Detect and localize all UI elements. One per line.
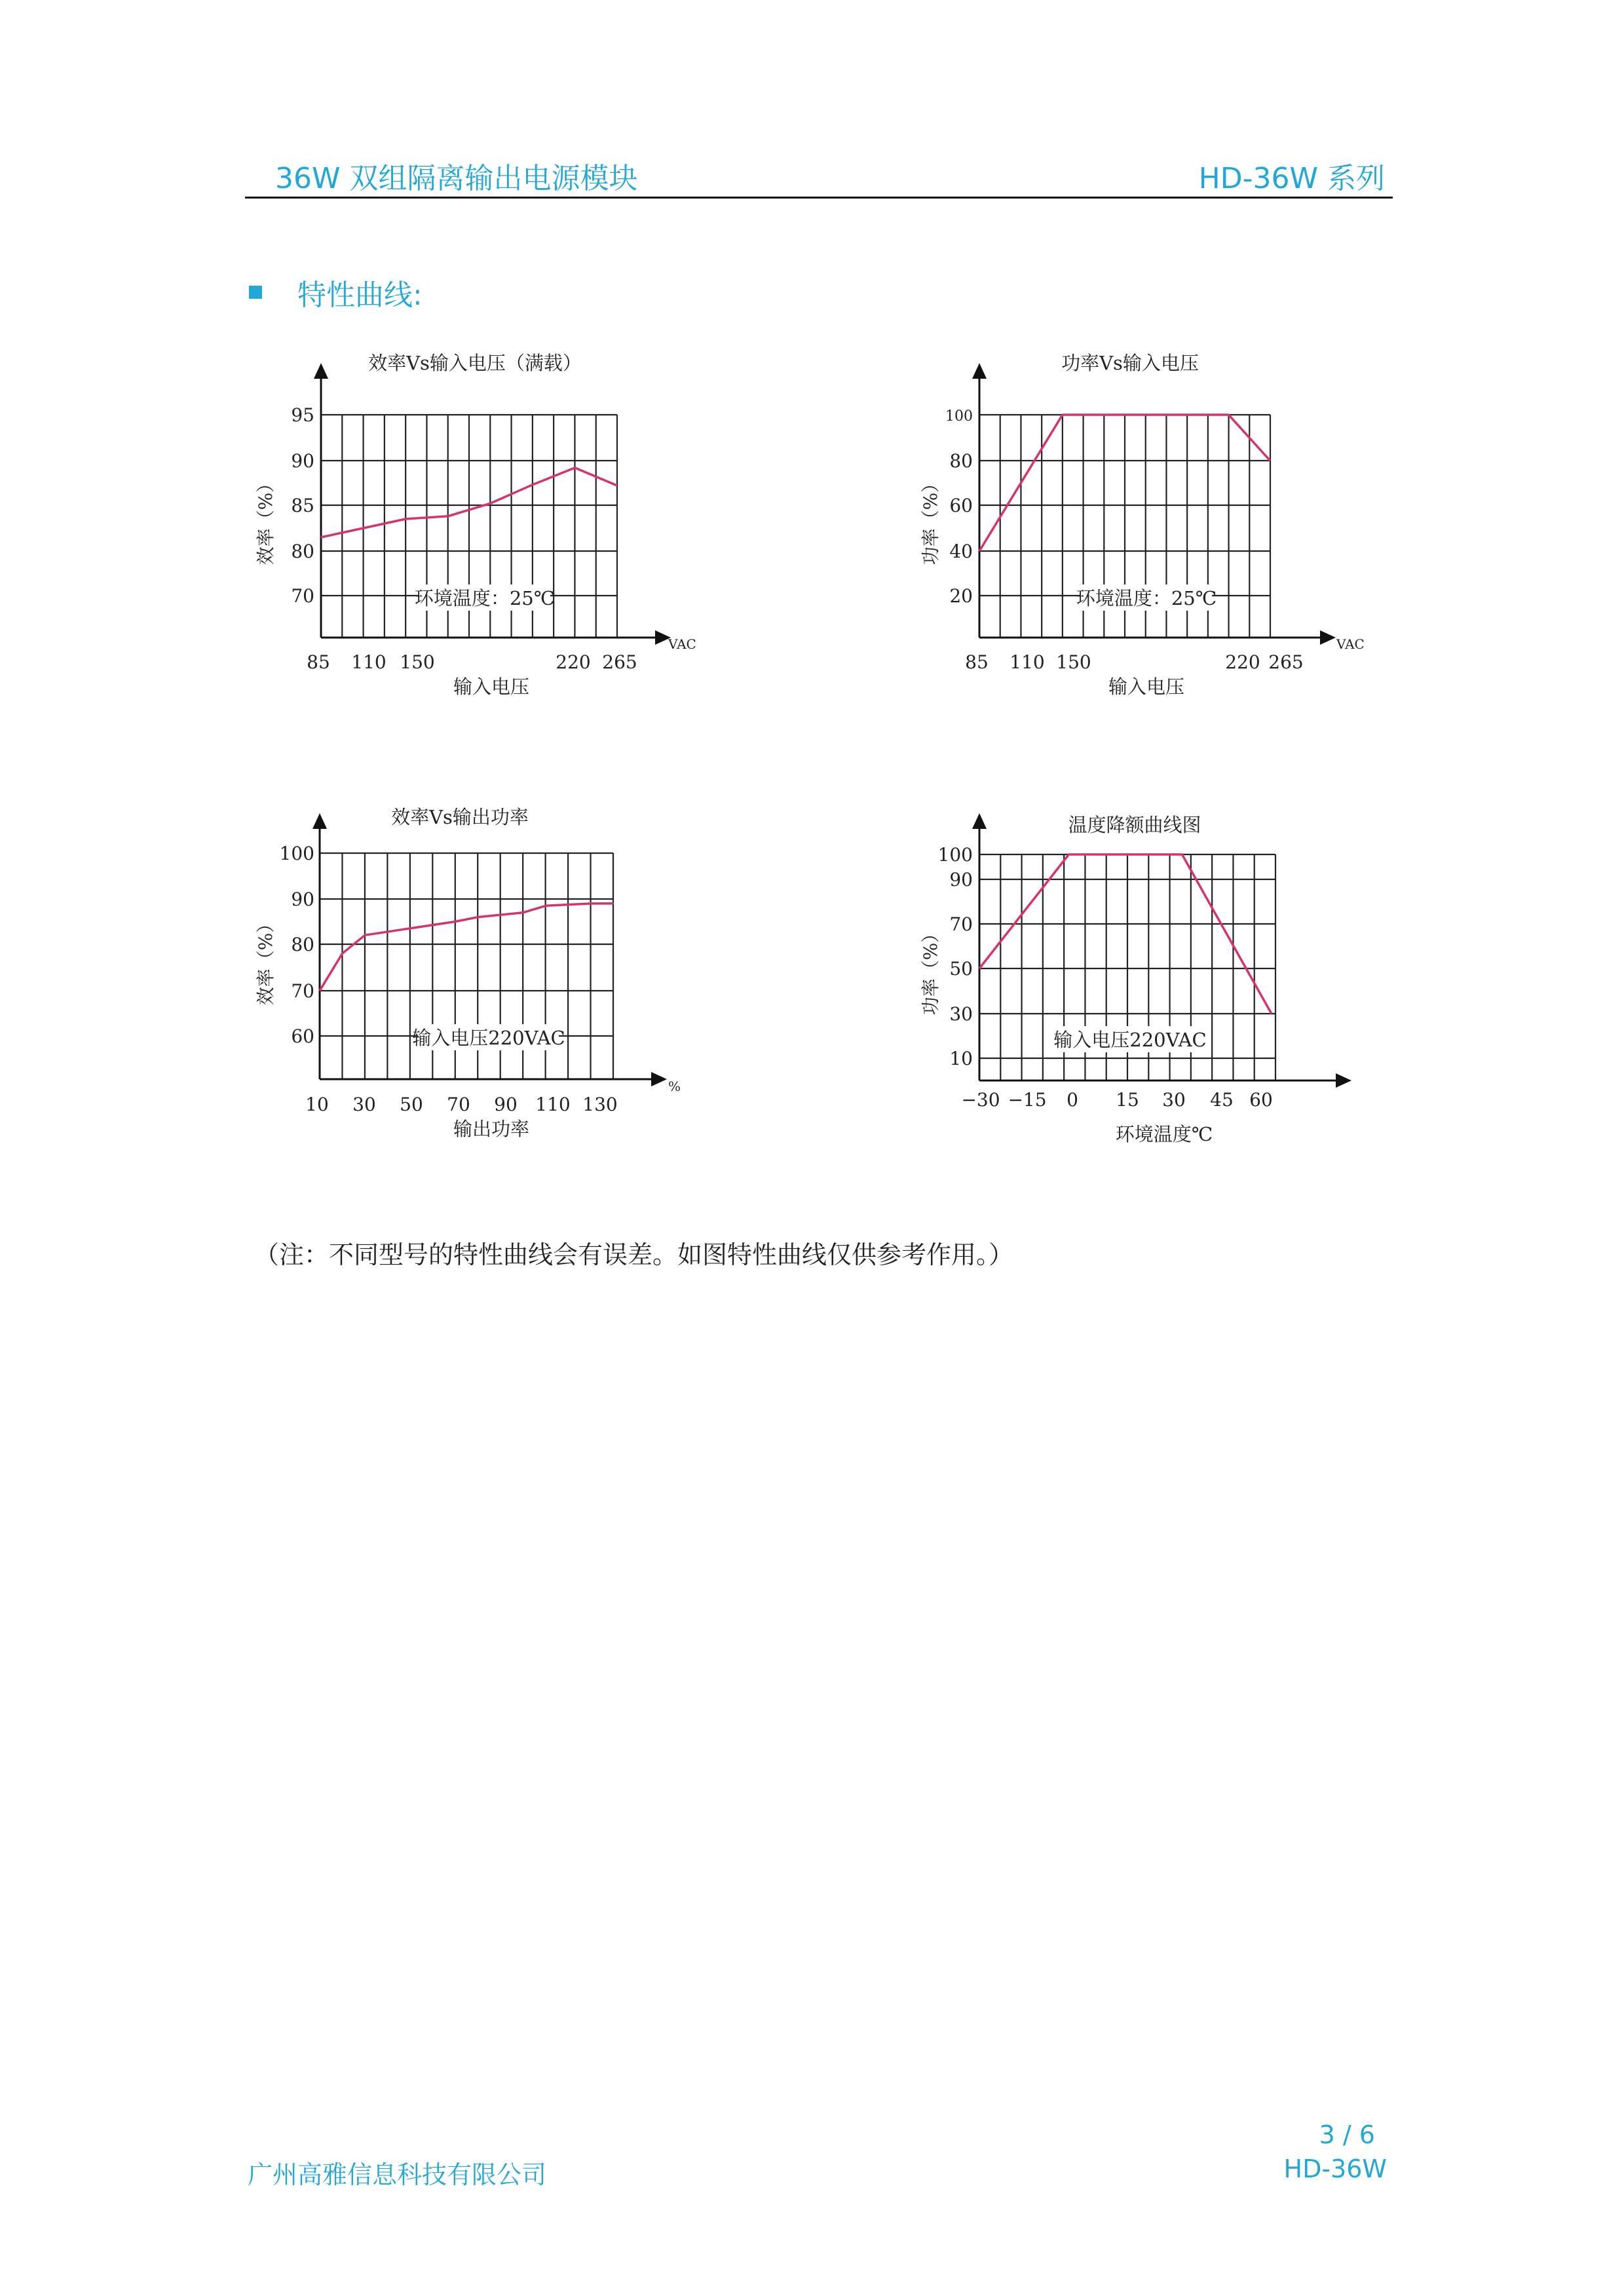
x-tick: 130: [582, 1094, 618, 1115]
square-bullet-icon: [249, 286, 262, 299]
x-tick: −15: [1008, 1089, 1047, 1111]
x-tick: 30: [1162, 1089, 1186, 1111]
x-tick: 30: [352, 1094, 376, 1115]
y-tick: 100: [937, 844, 973, 866]
x-axis-ticks: [305, 1094, 618, 1115]
chart-power-vs-input-voltage: [907, 347, 1379, 714]
y-tick: 80: [291, 541, 314, 562]
series-line: [979, 854, 1272, 1014]
chart-temperature-derating: [907, 803, 1379, 1160]
y-tick: 100: [279, 843, 314, 864]
footer-company: 广州高雅信息科技有限公司: [248, 2160, 547, 2189]
y-axis-label: 效率（%）: [255, 914, 276, 1006]
y-tick: 10: [949, 1048, 973, 1069]
y-tick: 30: [949, 1003, 973, 1025]
x-tick: 85: [307, 651, 330, 673]
footer-page-number: 3 / 6: [1319, 2120, 1375, 2149]
y-axis-label: 功率（%）: [920, 924, 941, 1016]
y-axis-ticks: [945, 408, 973, 607]
y-tick: 90: [291, 450, 314, 472]
x-axis-unit: VAC: [668, 636, 696, 652]
x-axis-arrow: [1320, 630, 1336, 645]
y-tick: 70: [291, 980, 314, 1002]
chart-title: 效率Vs输出功率: [391, 806, 529, 828]
x-tick: 265: [1268, 651, 1304, 673]
x-tick: 265: [602, 651, 637, 673]
y-tick: 90: [291, 889, 314, 910]
y-tick: 60: [291, 1025, 314, 1047]
footer-model: HD-36W: [1283, 2154, 1387, 2183]
y-tick: 90: [949, 869, 973, 890]
y-axis-arrow: [312, 813, 327, 829]
y-axis-ticks: [938, 844, 973, 1069]
annotation-text: 环境温度：25℃: [414, 587, 556, 609]
y-axis-ticks: [291, 404, 314, 607]
chart-annotation: [415, 584, 555, 611]
x-axis-label: 输出功率: [453, 1118, 530, 1140]
chart-efficiency-vs-output-power: [249, 803, 721, 1157]
x-tick: 220: [1225, 651, 1260, 673]
chart-efficiency-vs-input-voltage: [249, 347, 721, 714]
x-tick: 15: [1116, 1089, 1139, 1111]
x-tick: 150: [400, 651, 435, 673]
header-title: 36W 双组隔离输出电源模块: [275, 162, 638, 195]
chart-annotation: [412, 1024, 565, 1050]
y-tick: 70: [949, 913, 973, 935]
y-axis-label: 效率（%）: [255, 474, 276, 565]
x-tick: 220: [556, 651, 591, 673]
x-axis-arrow: [1336, 1073, 1351, 1088]
x-tick: 85: [965, 651, 989, 673]
y-tick: 40: [949, 541, 973, 562]
chart-title: 效率Vs输入电压（满载）: [368, 352, 582, 374]
chart-title: 温度降额曲线图: [1068, 814, 1201, 836]
chart-series: [979, 854, 1272, 1014]
x-tick: 70: [447, 1094, 470, 1115]
series-line: [320, 904, 614, 991]
x-tick: 50: [400, 1094, 423, 1115]
x-tick: −30: [961, 1089, 1000, 1111]
y-axis-label: 功率（%）: [920, 474, 941, 565]
header-series: HD-36W 系列: [1198, 162, 1385, 195]
annotation-text: 输入电压220VAC: [1053, 1029, 1207, 1051]
x-axis-unit: VAC: [1336, 636, 1365, 652]
x-axis-label: 输入电压: [453, 676, 530, 698]
x-axis-label: 环境温度℃: [1115, 1123, 1213, 1145]
annotation-text: 输入电压220VAC: [412, 1027, 565, 1049]
x-axis-ticks: [961, 1089, 1272, 1111]
x-tick: 110: [535, 1094, 571, 1115]
x-tick: 110: [1010, 651, 1045, 673]
y-tick: 70: [291, 585, 314, 607]
footnote: （注：不同型号的特性曲线会有误差。如图特性曲线仅供参考作用。）: [254, 1240, 1014, 1269]
chart-series: [320, 904, 614, 991]
x-axis-arrow: [651, 1072, 667, 1086]
x-axis-ticks: [307, 651, 637, 673]
y-tick: 60: [949, 495, 973, 516]
annotation-text: 环境温度：25℃: [1076, 587, 1217, 609]
y-axis-ticks: [280, 843, 314, 1047]
y-tick: 80: [291, 934, 314, 955]
y-tick: 95: [291, 404, 314, 426]
section-title: 特性曲线:: [297, 278, 423, 312]
page-header: [245, 155, 1393, 199]
y-axis-arrow: [972, 363, 987, 379]
x-tick: 10: [305, 1094, 329, 1115]
y-tick: 50: [949, 958, 973, 980]
chart-annotation: [1053, 1026, 1206, 1052]
chart-title: 功率Vs输入电压: [1061, 352, 1199, 374]
x-tick: 150: [1056, 651, 1091, 673]
x-tick: 45: [1210, 1089, 1234, 1111]
chart-annotation: [1076, 584, 1217, 611]
x-axis-ticks: [965, 651, 1304, 673]
x-tick: 60: [1249, 1089, 1273, 1111]
y-axis-arrow: [314, 363, 328, 379]
x-tick: 0: [1067, 1089, 1078, 1111]
x-tick: 90: [494, 1094, 518, 1115]
x-tick: 110: [351, 651, 387, 673]
y-axis-arrow: [972, 813, 987, 829]
x-axis-label: 输入电压: [1108, 676, 1185, 698]
y-tick: 20: [949, 585, 973, 607]
y-tick: 80: [949, 450, 973, 472]
x-axis-unit: %: [668, 1079, 681, 1094]
y-tick: 85: [291, 495, 314, 516]
y-tick: 100: [945, 408, 973, 425]
